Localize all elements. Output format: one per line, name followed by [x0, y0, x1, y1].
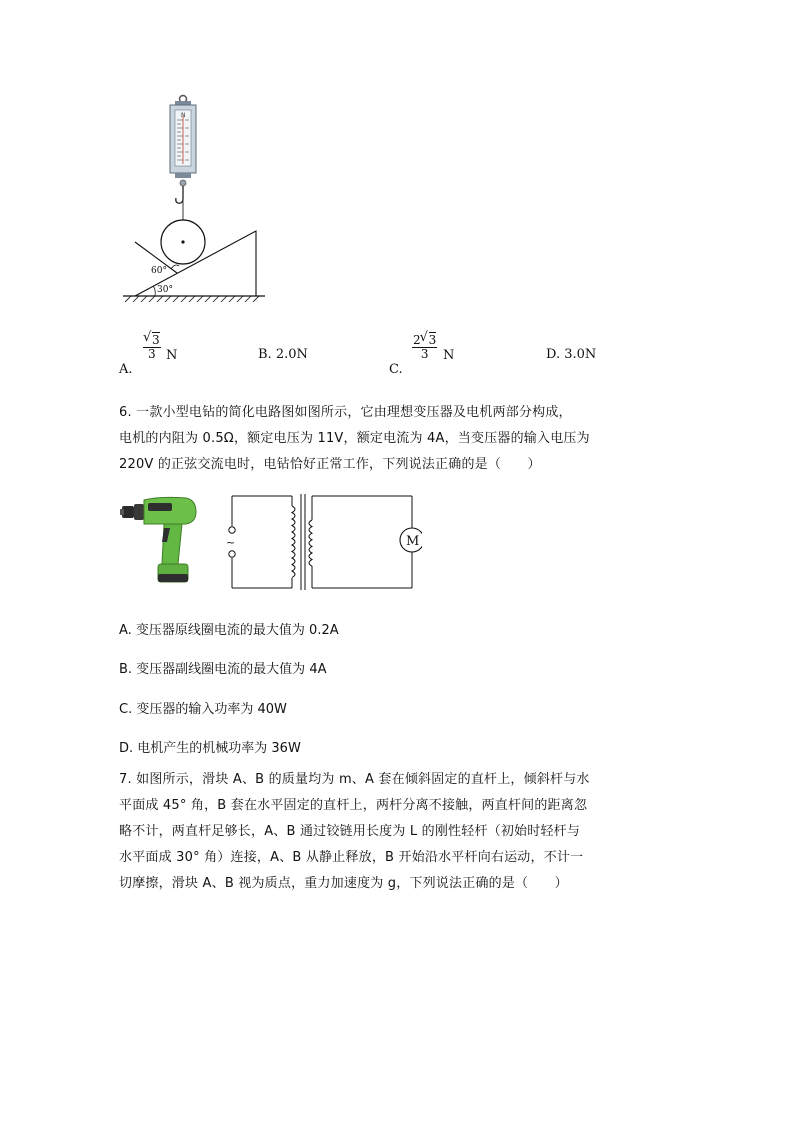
- angle-60-label: 60°: [151, 266, 167, 276]
- angle-arc-60: [171, 265, 179, 269]
- drill-label: [148, 503, 172, 511]
- q7-line-2: 平面成 45° 角，B 套在水平固定的直杆上，两杆分离不接触，两直杆间的距离忽: [119, 798, 588, 813]
- terminal-top: [229, 527, 235, 533]
- q6-option-b: B. 变压器副线圈电流的最大值为 4A: [119, 662, 327, 677]
- scale-unit-label: N: [181, 112, 186, 119]
- q7-line-4: 水平面成 30° 角）连接，A、B 从静止释放，B 开始沿水平杆向右运动，不计一: [119, 850, 584, 865]
- bottom-clamp: [175, 173, 191, 178]
- q6-line-1: 6. 一款小型电钻的简化电路图如图所示，它由理想变压器及电机两部分构成，: [119, 405, 572, 420]
- top-clamp: [175, 101, 191, 105]
- question-7-stem: [119, 767, 679, 897]
- q6-line-2: 电机的内阻为 0.5Ω，额定电压为 11V，额定电流为 4A，当变压器的输入电压为: [119, 431, 590, 446]
- q7-line-5: 切摩擦，滑块 A、B 视为质点，重力加速度为 g，下列说法正确的是（ ）: [119, 876, 568, 891]
- option-a-unit: N: [166, 348, 178, 363]
- ground-hatching: [125, 296, 259, 302]
- sqrt-sign: √ 3: [421, 333, 437, 347]
- option-c-label: C.: [389, 362, 403, 377]
- option-a-label: A.: [119, 362, 133, 377]
- spring-scale-incline-figure: [115, 90, 275, 305]
- terminal-bottom: [229, 551, 235, 557]
- angle-arc-30: [153, 286, 155, 296]
- motor-label: M: [406, 534, 420, 549]
- q7-line-3: 略不计，两直杆足够长，A、B 通过铰链用长度为 L 的刚性轻杆（初始时轻杆与: [119, 824, 581, 839]
- secondary-coil: [309, 520, 312, 566]
- ball-center: [181, 240, 184, 243]
- sqrt-sign: √ 3: [144, 333, 160, 347]
- q7-line-1: 7. 如图所示，滑块 A、B 的质量均为 m、A 套在倾斜固定的直杆上，倾斜杆与水: [119, 772, 590, 787]
- electric-drill-image: [120, 494, 202, 586]
- question-6-stem: [119, 400, 679, 478]
- option-c-unit: N: [443, 348, 455, 363]
- option-b: B. 2.0N: [258, 347, 308, 362]
- ac-source-symbol: ~: [226, 536, 236, 549]
- q6-option-a: A. 变压器原线圈电流的最大值为 0.2A: [119, 623, 339, 638]
- transformer-circuit: [222, 490, 422, 592]
- q6-line-3: 220V 的正弦交流电时，电钻恰好正常工作，下列说法正确的是（ ）: [119, 457, 541, 472]
- primary-coil: [292, 506, 295, 578]
- angle-30-label: 30°: [157, 285, 173, 295]
- q6-option-c: C. 变压器的输入功率为 40W: [119, 702, 287, 717]
- option-c-fraction: $\frac{2√ 3}{3}$: [412, 334, 437, 361]
- hook: [176, 186, 183, 203]
- bottom-ring: [180, 180, 186, 186]
- option-a-fraction: √ $\frac{3}{3}$: [143, 334, 161, 361]
- option-d: D. 3.0N: [546, 347, 597, 362]
- q6-option-d: D. 电机产生的机械功率为 36W: [119, 741, 301, 756]
